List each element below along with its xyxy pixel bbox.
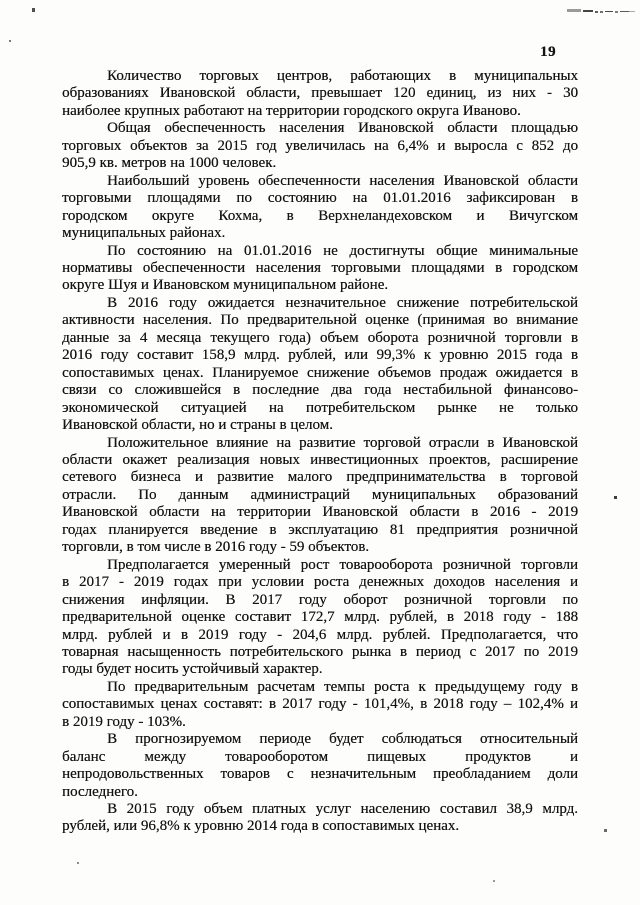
text-line: в 2017 - 2019 годах при условии роста денежных доходов населения и — [62, 574, 578, 591]
text-line: связи со сложившейся в последние два года нестабильной финансово- — [62, 382, 578, 399]
scan-artifact-dash — [583, 10, 593, 12]
text-line: По состоянию на 01.01.2016 не достигнуты общие минимальные — [107, 242, 578, 259]
scan-artifact-dash — [600, 11, 603, 13]
text-line: в 2019 году - 103%. — [62, 713, 186, 730]
text-line: последнего. — [62, 783, 138, 800]
scan-artifact-speck — [77, 862, 79, 864]
text-line: Общая обеспеченность населения Ивановской области площадью — [107, 120, 578, 137]
text-line: Количество торговых центров, работающих в муниципальных — [107, 68, 578, 84]
text-line: округе Шуя и Ивановском муниципальном районе. — [62, 277, 389, 294]
text-line: непродовольственных товаров с незначительным преобладанием доли — [62, 766, 578, 783]
scan-artifact-dash — [595, 11, 598, 13]
text-line: муниципальных районах. — [62, 225, 226, 242]
scan-artifact-dash — [615, 11, 618, 13]
text-line: предварительной оценке составит 172,7 млрд. рублей, в 2018 году - 188 — [62, 609, 578, 626]
text-line: сопоставимых ценах. Планируемое снижение объемов продаж ожидается в — [62, 364, 578, 381]
page-number: 19 — [540, 44, 556, 60]
scan-artifact-dash — [605, 11, 613, 13]
text-line: рублей, или 96,8% к уровню 2014 года в сопоставимых ценах. — [62, 818, 460, 835]
text-line: баланс между товарооборотом пищевых продуктов и — [62, 748, 578, 765]
text-line: Предполагается умеренный рост товарооборота розничной торговли — [107, 556, 578, 573]
text-line: торговыми площадями по состоянию на 01.01.2016 зафиксирован в — [62, 190, 578, 207]
text-line: экономической ситуацией на потребительском рынке не только — [62, 399, 578, 416]
scan-artifact-speck — [9, 40, 11, 42]
text-line: образованиях Ивановской области, превышает 120 единиц, из них - 30 — [62, 85, 578, 102]
text-line: области окажет реализация новых инвестиционных проектов, расширение — [62, 451, 578, 468]
text-line: 905,9 кв. метров на 1000 человек. — [62, 155, 277, 172]
scan-artifact-speck — [32, 8, 35, 12]
scan-artifact-dash — [620, 11, 629, 13]
text-line: В прогнозируемом периоде будет соблюдаться относительный — [107, 731, 578, 748]
scan-artifact-speck — [614, 496, 617, 499]
text-line: млрд. рублей и в 2019 году - 204,6 млрд. рублей. Предполагается, что — [62, 626, 578, 643]
text-line: активности населения. По предварительной оценке (принимая во внимание — [62, 312, 578, 329]
text-line: нормативы обеспеченности населения торговыми площадями в городском — [62, 259, 578, 276]
text-line: сетевого бизнеса и развитие малого предпринимательства в торговой — [62, 469, 578, 486]
scan-artifact-speck — [493, 880, 495, 882]
text-line: годах планируется введение в эксплуатацию 81 предприятия розничной — [62, 521, 578, 538]
text-line: Наибольший уровень обеспеченности населения Ивановской области — [107, 172, 578, 189]
text-line: По предварительным расчетам темпы роста к предыдущему году в — [107, 678, 578, 695]
scan-artifact-speck — [604, 829, 607, 832]
text-line: Ивановской области, но и страны в целом. — [62, 417, 333, 434]
text-line: товарная насыщенность потребительского рынка в период с 2017 по 2019 — [62, 643, 578, 660]
text-line: наиболее крупных работают на территории городского округа Иваново. — [62, 102, 521, 119]
text-line: отрасли. По данным администраций муниципальных образований — [62, 486, 578, 503]
text-line: В 2016 году ожидается незначительное снижение потребительской — [107, 294, 578, 311]
text-line: Положительное влияние на развитие торговой отрасли в Ивановской — [107, 434, 578, 451]
text-line: 2016 году составит 158,9 млрд. рублей, или 99,3% к уровню 2015 года в — [62, 347, 578, 364]
scan-artifact-dash — [629, 11, 635, 13]
text-line: городском округе Кохма, в Верхнеландеховском и Вичугском — [62, 207, 578, 224]
scan-artifact-dash — [567, 9, 581, 12]
text-line: снижения инфляции. В 2017 году оборот розничной торговли по — [62, 591, 578, 608]
document-body — [62, 68, 578, 836]
text-line: В 2015 году объем платных услуг населению составил 38,9 млрд. — [107, 801, 578, 818]
text-line: торговли, в том числе в 2016 году - 59 объектов. — [62, 539, 370, 556]
text-line: торговых объектов за 2015 год увеличилась на 6,4% и выросла с 852 до — [62, 137, 578, 154]
text-line: Ивановской области на территории Ивановской области в 2016 - 2019 — [62, 504, 578, 521]
text-line: данные за 4 месяца текущего года) объем оборота розничной торговли в — [62, 329, 578, 346]
text-line: годы будет носить устойчивый характер. — [62, 661, 323, 678]
text-line: сопоставимых ценах составят: в 2017 году - 101,4%, в 2018 году – 102,4% и — [62, 696, 578, 713]
